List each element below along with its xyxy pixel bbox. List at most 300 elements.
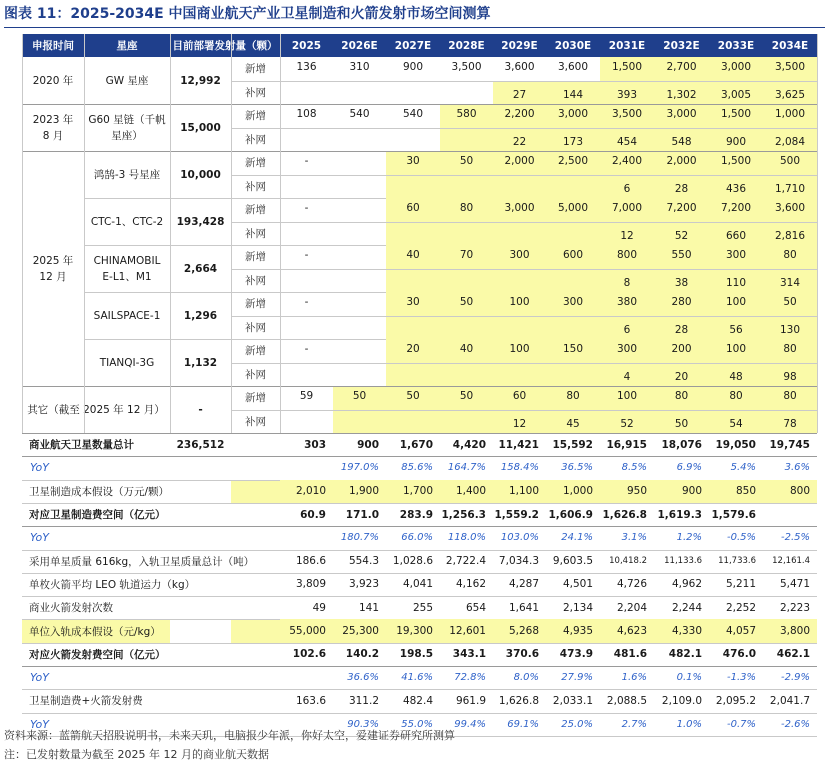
yoy-value: 25.0% — [561, 718, 593, 730]
summary-value: 1,028.6 — [392, 555, 433, 568]
summary-value: 171.0 — [345, 508, 379, 521]
summary-value: 1,100 — [493, 480, 546, 503]
header-year: 2025 — [280, 34, 333, 57]
summary-value: 370.6 — [505, 648, 539, 661]
new-satellites-value: 5,000 — [546, 198, 600, 222]
header-year: 2027E — [386, 34, 440, 57]
new-satellites-value: 30 — [386, 292, 440, 316]
new-satellites-value: 540 — [349, 108, 370, 120]
new-satellites-value — [333, 339, 386, 363]
yoy-value: 72.8% — [454, 672, 486, 684]
fill-satellites-value — [386, 269, 440, 293]
yoy-value: 69.1% — [507, 718, 539, 730]
summary-value: 49 — [312, 601, 326, 614]
summary-value: 141 — [358, 601, 379, 614]
summary-value: 18,076 — [661, 438, 702, 451]
row-divider — [231, 222, 817, 223]
yoy-value: 36.5% — [561, 462, 593, 474]
summary-value: 5,471 — [779, 578, 810, 591]
summary-value: 2,134 — [562, 601, 593, 614]
fill-satellites-value: 454 — [600, 128, 654, 152]
fill-satellites-value — [333, 269, 386, 293]
new-satellites-value: - — [304, 155, 309, 167]
header-year: 2029E — [493, 34, 546, 57]
fill-satellites-value: 45 — [546, 410, 600, 434]
deployed-count: - — [198, 403, 203, 416]
fill-satellites-value: 548 — [654, 128, 709, 152]
forecast-table — [22, 34, 817, 731]
fill-satellites-value — [280, 269, 333, 293]
total-deployed: 236,512 — [176, 438, 225, 451]
fill-satellites-value — [386, 175, 440, 199]
yoy-value: 55.0% — [401, 718, 433, 730]
title-divider — [4, 27, 825, 28]
summary-row-label: 卫星制造费+火箭发射费 — [29, 695, 143, 708]
summary-value: 11,733.6 — [718, 556, 756, 567]
summary-value: 4,041 — [402, 578, 433, 591]
new-satellites-value: 40 — [440, 339, 493, 363]
fill-satellites-value — [386, 316, 440, 340]
fill-satellites-value: 110 — [709, 269, 763, 293]
new-satellites-value — [333, 151, 386, 175]
fill-satellites-value: 314 — [763, 269, 817, 293]
fill-satellites-value: 98 — [763, 363, 817, 387]
summary-value: 1,000 — [546, 480, 600, 503]
summary-value: 800 — [763, 480, 817, 503]
yoy-value: 6.9% — [676, 462, 702, 474]
new-satellites-value: 310 — [349, 61, 370, 73]
yoy-value: 197.0% — [340, 462, 379, 474]
new-satellites-value: 2,400 — [600, 151, 654, 175]
row-kind-fill: 补网 — [245, 180, 266, 193]
summary-value: 283.9 — [399, 508, 433, 521]
report-date: 2025 年 12 月 — [32, 254, 74, 283]
deployed-count: 193,428 — [176, 215, 225, 228]
yoy-value: 1.6% — [621, 672, 647, 684]
new-satellites-value: 60 — [493, 386, 546, 410]
fill-satellites-value — [386, 128, 440, 152]
new-satellites-value: 900 — [402, 61, 424, 73]
deployed-count: 1,296 — [183, 309, 218, 322]
new-satellites-value: 136 — [296, 61, 317, 73]
summary-value: 2,244 — [671, 601, 702, 614]
new-satellites-value: 108 — [296, 108, 317, 120]
summary-value: 3,800 — [763, 619, 817, 642]
new-satellites-value: 380 — [600, 292, 654, 316]
fill-satellites-value: 8 — [600, 269, 654, 293]
new-satellites-value: 3,600 — [763, 198, 817, 222]
fill-satellites-value: 56 — [709, 316, 763, 340]
summary-value: 5,211 — [725, 578, 756, 591]
new-satellites-value: 3,000 — [493, 198, 546, 222]
summary-value: 19,745 — [769, 438, 810, 451]
fill-satellites-value — [333, 410, 386, 434]
summary-value: 343.1 — [452, 648, 486, 661]
fill-satellites-value — [280, 222, 333, 246]
fill-satellites-value — [333, 128, 386, 152]
summary-value: 4,623 — [600, 619, 654, 642]
yoy-value: 158.4% — [500, 462, 539, 474]
fill-satellites-value — [386, 222, 440, 246]
summary-value: 5,268 — [493, 619, 546, 642]
header-year: 2026E — [333, 34, 386, 57]
constellation-name: GW 星座 — [105, 74, 149, 87]
row-kind-new: 新增 — [245, 345, 266, 358]
yoy-value — [280, 526, 333, 549]
yoy-label: YoY — [30, 531, 49, 545]
summary-value: 3,809 — [295, 578, 326, 591]
summary-value: 4,935 — [546, 619, 600, 642]
yoy-value: 118.0% — [447, 532, 486, 544]
summary-value: 2,095.2 — [715, 694, 756, 707]
summary-value: 12,601 — [440, 619, 493, 642]
constellation-name: SAILSPACE-1 — [93, 309, 161, 322]
summary-value: 2,088.5 — [606, 694, 647, 707]
yoy-value: 85.6% — [401, 462, 433, 474]
new-satellites-value: 1,000 — [763, 104, 817, 128]
yoy-value: -0.5% — [726, 532, 756, 544]
new-satellites-value: 3,500 — [600, 104, 654, 128]
new-satellites-value: 30 — [386, 151, 440, 175]
constellation-name: CTC-1、CTC-2 — [90, 215, 164, 228]
new-satellites-value: 80 — [546, 386, 600, 410]
summary-row-label: 单位入轨成本假设（元/kg） — [29, 625, 161, 638]
fill-satellites-value: 4 — [600, 363, 654, 387]
summary-value: 1,626.8 — [498, 694, 539, 707]
summary-value: 482.4 — [402, 694, 433, 707]
fill-satellites-value — [440, 222, 493, 246]
fill-satellites-value: 393 — [600, 81, 654, 105]
new-satellites-value: 50 — [440, 151, 493, 175]
fill-satellites-value — [333, 81, 386, 105]
yoy-value: 1.0% — [676, 718, 702, 730]
header-constellation: 星座 — [84, 34, 170, 57]
report-date: 其它（截至 2025 年 12 月） — [27, 403, 165, 416]
row-divider — [231, 175, 817, 176]
new-satellites-value: 7,000 — [600, 198, 654, 222]
yoy-value: 99.4% — [454, 718, 486, 730]
new-satellites-value: 200 — [654, 339, 709, 363]
deployed-count: 15,000 — [180, 121, 221, 134]
summary-value: 1,900 — [333, 480, 386, 503]
summary-row-label: 商业火箭发射次数 — [29, 602, 113, 615]
new-satellites-value: 1,500 — [600, 57, 654, 81]
summary-value — [763, 503, 817, 526]
summary-value: 2,010 — [280, 480, 333, 503]
new-satellites-value — [333, 245, 386, 269]
summary-value: 303 — [304, 438, 326, 451]
fill-satellites-value: 54 — [709, 410, 763, 434]
new-satellites-value: - — [304, 202, 309, 214]
new-satellites-value: 50 — [386, 386, 440, 410]
fill-satellites-value — [493, 269, 546, 293]
summary-value: 186.6 — [295, 555, 326, 568]
fill-satellites-value — [546, 363, 600, 387]
row-divider — [231, 269, 817, 270]
row-divider — [231, 81, 817, 82]
new-satellites-value: 280 — [654, 292, 709, 316]
highlight-band — [231, 480, 280, 503]
summary-value: 311.2 — [348, 694, 379, 707]
new-satellites-value — [333, 198, 386, 222]
fill-satellites-value: 1,302 — [654, 81, 709, 105]
fill-satellites-value: 78 — [763, 410, 817, 434]
row-kind-new: 新增 — [245, 392, 266, 405]
header-deployed: 目前部署发射量（颗） — [170, 34, 280, 57]
summary-value: 255 — [412, 601, 433, 614]
new-satellites-value: 50 — [440, 386, 493, 410]
fill-satellites-value: 22 — [493, 128, 546, 152]
new-satellites-value — [333, 292, 386, 316]
summary-value: 12,161.4 — [772, 556, 810, 567]
fill-satellites-value: 660 — [709, 222, 763, 246]
new-satellites-value: 7,200 — [709, 198, 763, 222]
yoy-value: 27.9% — [561, 672, 593, 684]
fill-satellites-value — [440, 363, 493, 387]
constellation-name: G60 星链（千帆 星座） — [88, 113, 166, 142]
summary-value: 9,603.5 — [552, 555, 593, 568]
fill-satellites-value — [546, 316, 600, 340]
fill-satellites-value: 12 — [493, 410, 546, 434]
deployed-count: 10,000 — [180, 168, 221, 181]
yoy-value: 103.0% — [500, 532, 539, 544]
new-satellites-value: 300 — [493, 245, 546, 269]
summary-value: 1,559.2 — [494, 508, 539, 521]
yoy-value: -2.9% — [780, 672, 810, 684]
new-satellites-value: 80 — [709, 386, 763, 410]
summary-value: 102.6 — [292, 648, 326, 661]
fill-satellites-value: 12 — [600, 222, 654, 246]
yoy-value — [280, 456, 333, 479]
summary-value: 654 — [465, 601, 486, 614]
summary-value: 1,626.8 — [602, 508, 647, 521]
summary-value: 4,057 — [709, 619, 763, 642]
summary-row-label: 商业航天卫星数量总计 — [29, 439, 134, 452]
summary-value: 140.2 — [345, 648, 379, 661]
yoy-value: 0.1% — [676, 672, 702, 684]
fill-satellites-value: 144 — [546, 81, 600, 105]
new-satellites-value: 3,000 — [709, 57, 763, 81]
fill-satellites-value: 1,710 — [763, 175, 817, 199]
fill-satellites-value — [333, 316, 386, 340]
summary-value: 2,109.0 — [661, 694, 702, 707]
yoy-value: 90.3% — [347, 718, 379, 730]
fill-satellites-value: 2,084 — [763, 128, 817, 152]
deployed-count: 12,992 — [180, 74, 221, 87]
summary-row-label: 对应火箭发射费空间（亿元） — [29, 648, 166, 661]
column-divider — [231, 34, 232, 433]
fill-satellites-value: 436 — [709, 175, 763, 199]
figure-title: 图表 11：2025-2034E 中国商业航天产业卫星制造和火箭发射市场空间测算 — [4, 6, 491, 22]
new-satellites-value: 100 — [709, 339, 763, 363]
new-satellites-value: 1,500 — [709, 104, 763, 128]
header-year: 2031E — [600, 34, 654, 57]
new-satellites-value: 100 — [493, 339, 546, 363]
new-satellites-value: - — [304, 296, 309, 308]
fill-satellites-value — [493, 316, 546, 340]
fill-satellites-value: 27 — [493, 81, 546, 105]
fill-satellites-value — [440, 410, 493, 434]
new-satellites-value: 2,200 — [493, 104, 546, 128]
yoy-label: YoY — [30, 461, 49, 475]
new-satellites-value: 3,600 — [557, 61, 589, 73]
summary-value: 4,962 — [671, 578, 702, 591]
column-divider — [22, 34, 23, 433]
yoy-value: -1.3% — [726, 672, 756, 684]
summary-value: 961.9 — [455, 694, 486, 707]
new-satellites-value: 2,700 — [654, 57, 709, 81]
summary-value: 163.6 — [295, 694, 326, 707]
yoy-value: 3.6% — [784, 462, 810, 474]
row-divider — [22, 433, 817, 434]
fill-satellites-value — [280, 128, 333, 152]
fill-satellites-value — [440, 128, 493, 152]
new-satellites-value: 80 — [763, 339, 817, 363]
fill-satellites-value — [333, 222, 386, 246]
summary-value: 3,923 — [348, 578, 379, 591]
row-kind-fill: 补网 — [245, 321, 266, 334]
new-satellites-value: - — [304, 249, 309, 261]
fill-satellites-value — [280, 363, 333, 387]
summary-value: 4,420 — [452, 438, 486, 451]
summary-value: 1,670 — [399, 438, 433, 451]
yoy-value: -0.7% — [726, 718, 756, 730]
row-divider — [22, 151, 817, 152]
fill-satellites-value: 28 — [654, 316, 709, 340]
new-satellites-value: 540 — [402, 108, 424, 120]
fill-satellites-value — [546, 269, 600, 293]
summary-value: 19,300 — [386, 619, 440, 642]
row-divider — [231, 316, 817, 317]
row-kind-new: 新增 — [245, 110, 266, 123]
report-date: 2023 年 8 月 — [32, 113, 74, 142]
summary-value: 4,287 — [508, 578, 539, 591]
fill-satellites-value: 6 — [600, 175, 654, 199]
summary-value: 1,700 — [386, 480, 440, 503]
summary-row-label: 采用单星质量 616kg，入轨卫星质量总计（吨） — [29, 555, 255, 568]
row-divider — [231, 363, 817, 364]
summary-row-label: 对应卫星制造费空间（亿元） — [29, 509, 166, 522]
summary-value: 198.5 — [399, 648, 433, 661]
fill-satellites-value — [493, 175, 546, 199]
highlight-band — [231, 619, 280, 642]
new-satellites-value: 80 — [763, 245, 817, 269]
summary-value: 1,606.9 — [548, 508, 593, 521]
new-satellites-value: 3,500 — [451, 61, 482, 73]
fill-satellites-value — [280, 175, 333, 199]
summary-value: 481.6 — [613, 648, 647, 661]
new-satellites-value: 50 — [440, 292, 493, 316]
header-year: 2033E — [709, 34, 763, 57]
fill-satellites-value: 3,625 — [763, 81, 817, 105]
row-kind-fill: 补网 — [245, 415, 266, 428]
fill-satellites-value — [386, 410, 440, 434]
new-satellites-value: 50 — [333, 386, 386, 410]
yoy-label: YoY — [30, 671, 49, 685]
summary-value: 2,204 — [616, 601, 647, 614]
new-satellites-value: 600 — [546, 245, 600, 269]
yoy-value: 8.0% — [513, 672, 539, 684]
new-satellites-value: 40 — [386, 245, 440, 269]
source-note: 资料来源：蓝箭航天招股说明书，未来天玑，电脑报少年派，你好太空，爱建证券研究所测算 — [4, 729, 455, 742]
yoy-value: 66.0% — [401, 532, 433, 544]
summary-value: 15,592 — [552, 438, 593, 451]
summary-value: 950 — [600, 480, 654, 503]
header-report-date: 申报时间 — [22, 34, 84, 57]
new-satellites-value: 50 — [763, 292, 817, 316]
fill-satellites-value — [440, 316, 493, 340]
new-satellites-value: 300 — [709, 245, 763, 269]
fill-satellites-value — [440, 175, 493, 199]
row-kind-new: 新增 — [245, 298, 266, 311]
row-kind-new: 新增 — [245, 157, 266, 170]
new-satellites-value: 800 — [600, 245, 654, 269]
new-satellites-value: 7,200 — [654, 198, 709, 222]
row-divider — [231, 410, 817, 411]
summary-value: 1,579.6 — [711, 508, 756, 521]
summary-value: 55,000 — [280, 619, 333, 642]
yoy-value: -2.6% — [780, 718, 810, 730]
yoy-value: 180.7% — [340, 532, 379, 544]
new-satellites-value: 70 — [440, 245, 493, 269]
row-kind-fill: 补网 — [245, 227, 266, 240]
row-divider — [231, 128, 817, 129]
column-divider — [84, 34, 85, 433]
new-satellites-value: 100 — [493, 292, 546, 316]
deployed-count: 1,132 — [183, 356, 218, 369]
yoy-value: 36.6% — [347, 672, 379, 684]
remark-note: 注：已发射数量为截至 2025 年 12 月的商业航天数据 — [4, 748, 269, 761]
summary-value: 4,330 — [654, 619, 709, 642]
fill-satellites-value: 38 — [654, 269, 709, 293]
summary-value: 1,256.3 — [441, 508, 486, 521]
header-year: 2034E — [763, 34, 817, 57]
summary-value: 482.1 — [668, 648, 702, 661]
row-kind-new: 新增 — [245, 204, 266, 217]
new-satellites-value: 550 — [654, 245, 709, 269]
summary-value: 11,421 — [498, 438, 539, 451]
new-satellites-value: 3,000 — [654, 104, 709, 128]
fill-satellites-value — [280, 410, 333, 434]
header-year: 2032E — [654, 34, 709, 57]
report-date: 2020 年 — [32, 74, 74, 87]
row-kind-fill: 补网 — [245, 133, 266, 146]
summary-value: 2,033.1 — [552, 694, 593, 707]
summary-value: 476.0 — [722, 648, 756, 661]
constellation-name: CHINAMOBIL E-L1、M1 — [93, 254, 161, 283]
yoy-value: 41.6% — [401, 672, 433, 684]
summary-value: 4,162 — [455, 578, 486, 591]
fill-satellites-value: 52 — [600, 410, 654, 434]
new-satellites-value: 2,000 — [493, 151, 546, 175]
summary-value: 1,619.3 — [657, 508, 702, 521]
yoy-label: YoY — [30, 717, 49, 731]
yoy-value: 8.5% — [621, 462, 647, 474]
column-divider — [280, 34, 281, 433]
new-satellites-value: 3,000 — [546, 104, 600, 128]
summary-value: 2,223 — [779, 601, 810, 614]
summary-value: 900 — [654, 480, 709, 503]
fill-satellites-value — [546, 222, 600, 246]
summary-value: 554.3 — [348, 555, 379, 568]
summary-value: 473.9 — [559, 648, 593, 661]
summary-value: 25,300 — [333, 619, 386, 642]
summary-value: 462.1 — [776, 648, 810, 661]
new-satellites-value: 80 — [763, 386, 817, 410]
new-satellites-value: 3,600 — [504, 61, 535, 73]
yoy-value: 164.7% — [447, 462, 486, 474]
row-divider — [22, 104, 817, 105]
